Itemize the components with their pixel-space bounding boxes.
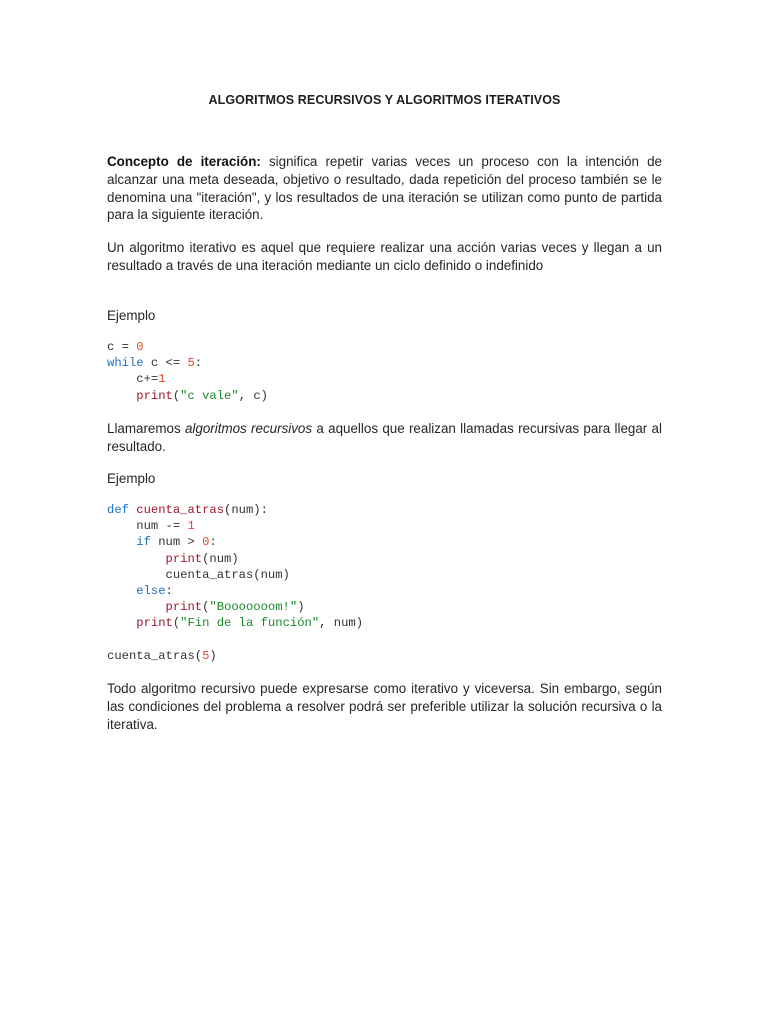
term-separator: : [256,154,261,169]
term-iteration: Concepto de iteración [107,154,257,169]
code-line: cuenta_atras(5) [107,648,217,663]
code-line: c+=1 [136,372,166,387]
code-line: def cuenta_atras(num): [107,503,268,517]
code-line: print("Fin de la función", num) [136,616,364,631]
code-line: print(num) [165,551,239,566]
paragraph-recursive-algorithm [107,420,662,456]
example-label-1: Ejemplo [107,308,156,323]
recursive-definition: a aquellos que realizan llamadas recursivas para llegar al resultado. [107,421,662,454]
recursive-intro: Llamaremos [107,421,185,436]
recursive-term: algoritmos recursivos [184,421,313,436]
code-line: print("c vale", c) [136,388,268,403]
code-line: cuenta_atras(num) [165,567,290,582]
code-line: print("Booooooom!") [165,600,305,615]
code-line: if num > 0: [136,535,217,550]
code-line: while c <= 5: [107,356,203,371]
code-block-iterative [107,339,268,404]
code-block-recursive [107,502,363,664]
example-label-2: Ejemplo [107,471,156,486]
iteration-definition: significa repetir varias veces un proceso con la intención de alcanzar una meta deseada, objetivo o resultado, dada repetición del proceso también se le denomina una "iteración", y los resultados de una iteración se utilizan como punto de partida para la siguiente iteración. [107,154,663,223]
code-line: num -= 1 [136,519,195,534]
document-title: ALGORITMOS RECURSIVOS Y ALGORITMOS ITERATIVOS [208,93,561,107]
paragraph-conclusion: Todo algoritmo recursivo puede expresarse como iterativo y viceversa. Sin embargo, según las condiciones del problema a resolver podrá ser preferible utilizar la solución recursiva o la iterativa. [107,681,662,732]
paragraph-iterative-algorithm: Un algoritmo iterativo es aquel que requiere realizar una acción varias veces y llegan a un resultado a través de una iteración mediante un ciclo definido o indefinido [107,240,662,273]
code-line: c = 0 [107,340,144,354]
paragraph-iteration-concept [107,153,662,224]
code-line: else: [136,584,173,599]
